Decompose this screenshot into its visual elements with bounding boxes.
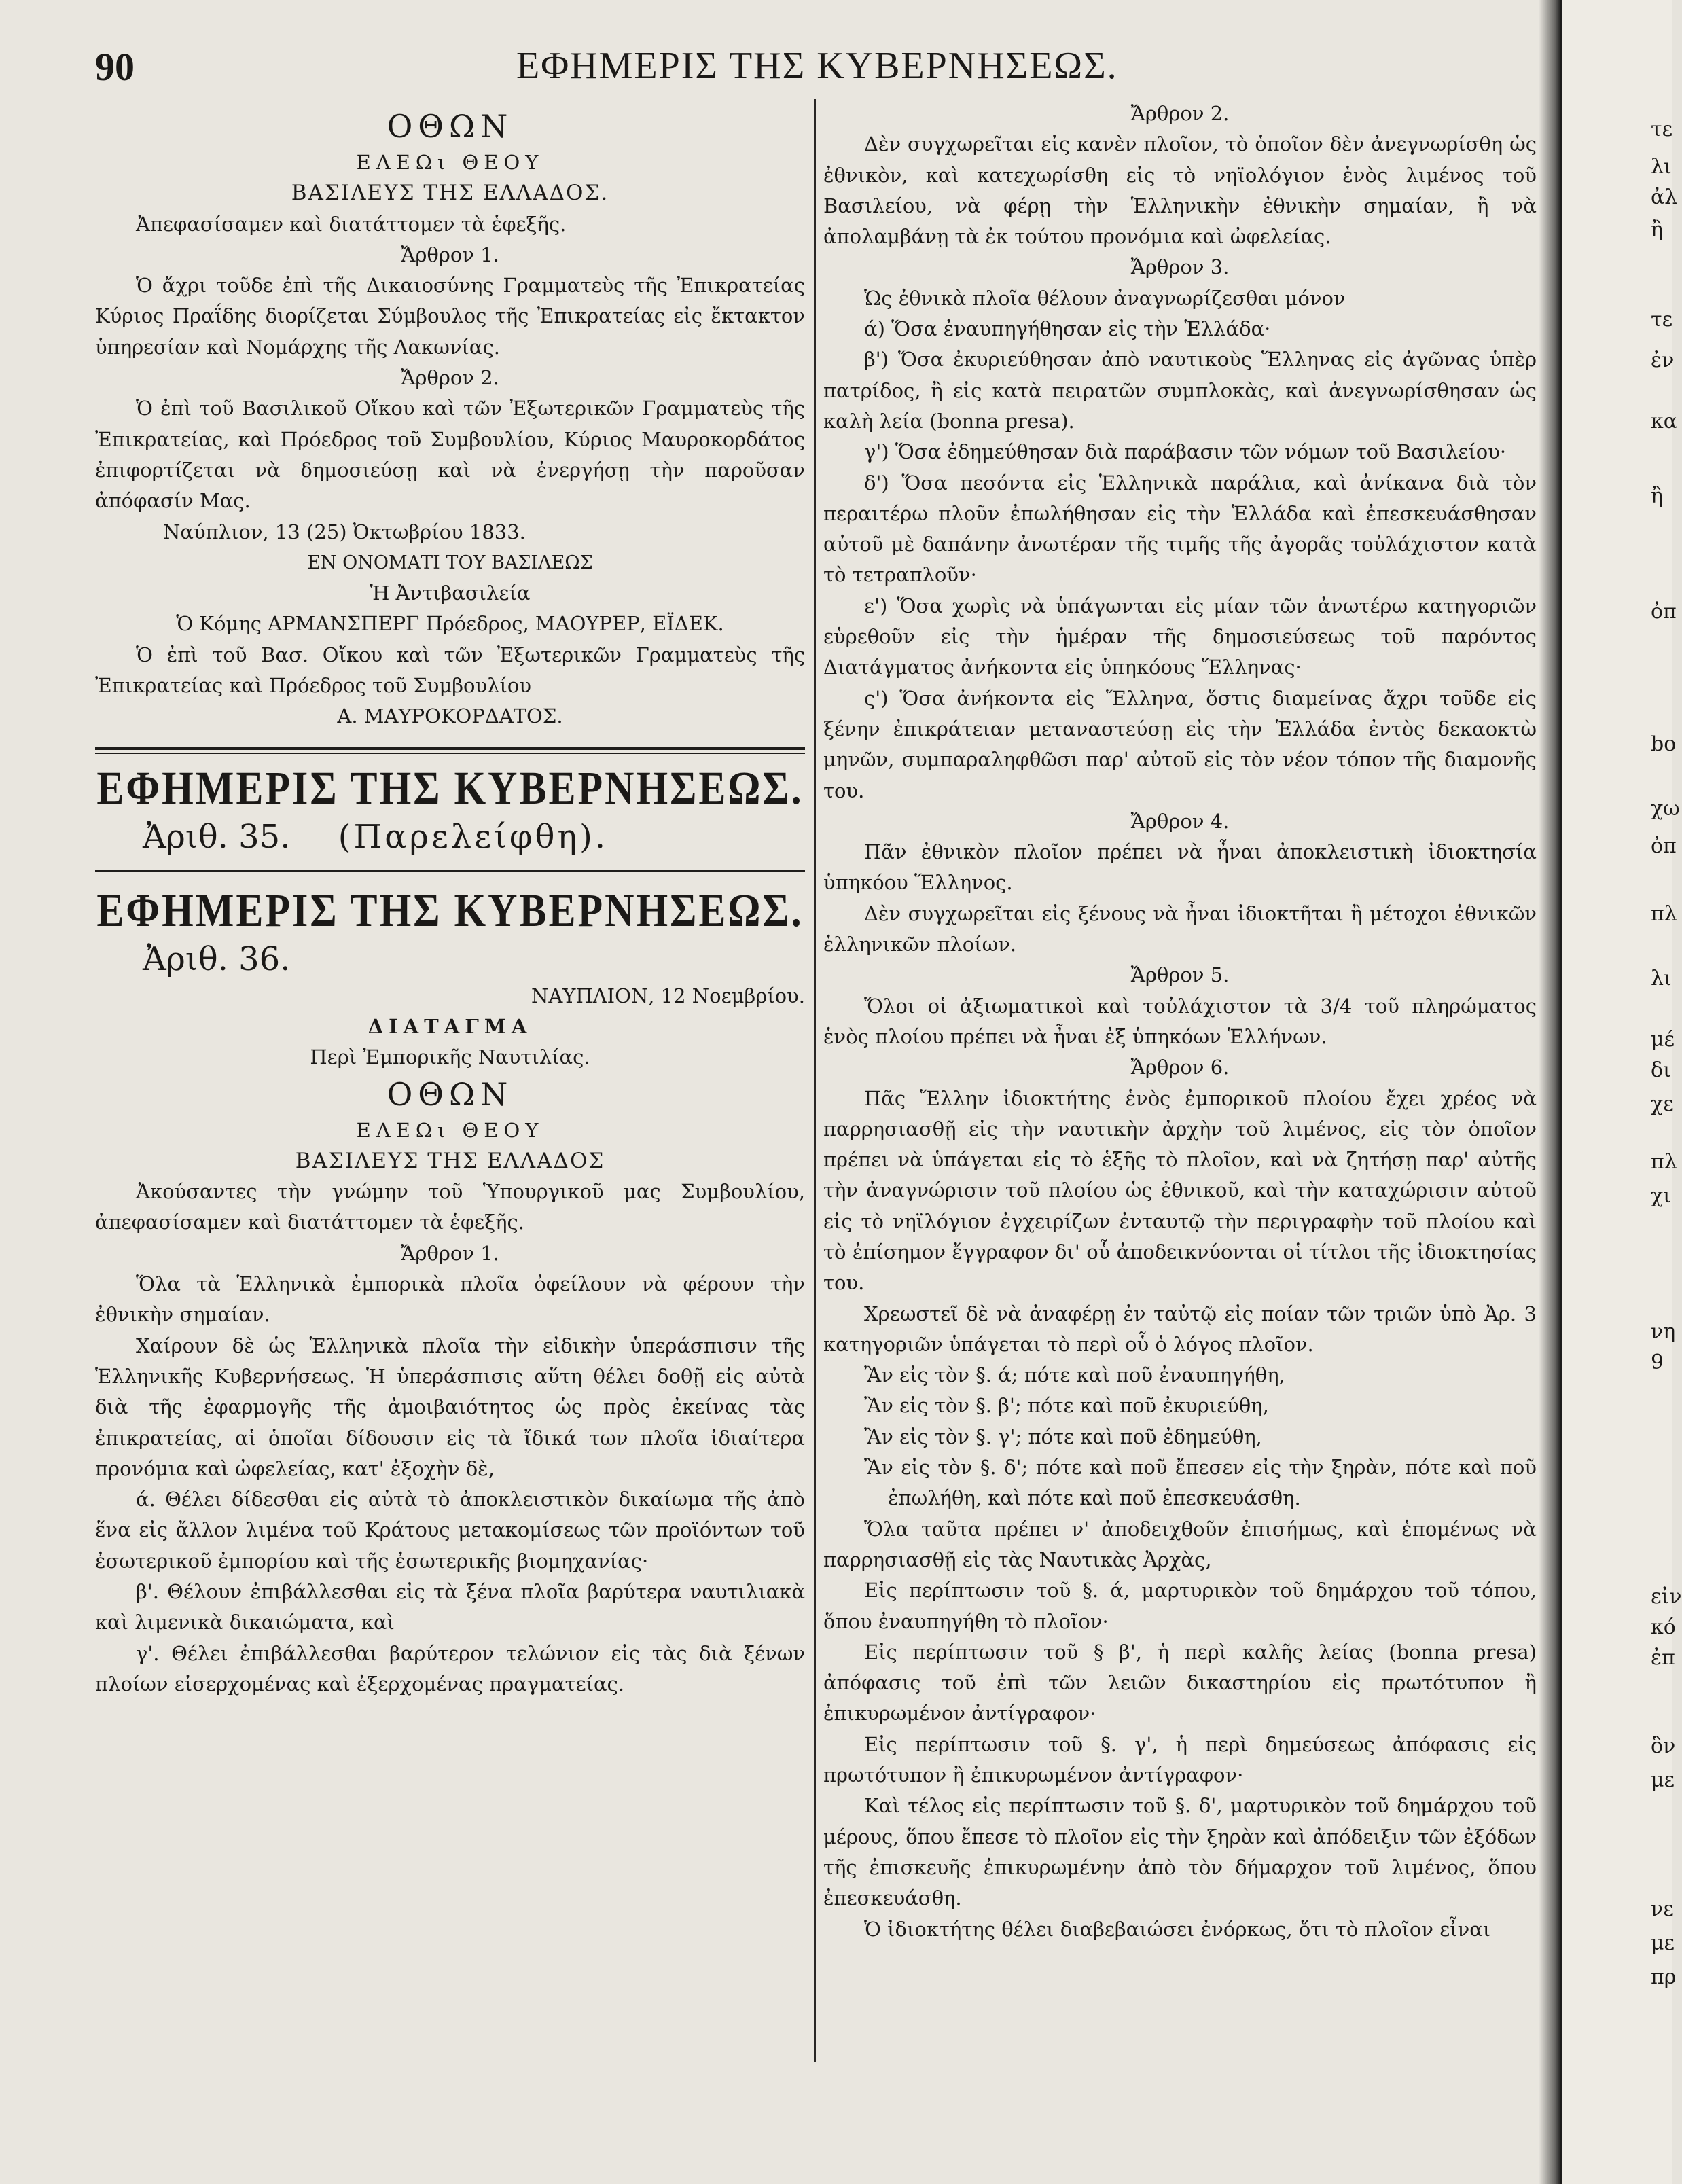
fragment: νη	[1651, 1320, 1676, 1344]
article-heading: Ἄρθρον 3.	[1130, 255, 1230, 279]
fragment: νε	[1651, 1897, 1674, 1921]
fragment: εἰν	[1651, 1585, 1682, 1609]
article-text: Εἰς περίπτωσιν τοῦ §. ά, μαρτυρικὸν τοῦ δημάρχου τοῦ τόπου, ὅπου ἐναυπηγήθη τὸ πλοῖον·	[823, 1579, 1537, 1633]
article-clause: δ') Ὅσα πεσόντα εἰς Ἑλληνικὰ παράλια, καὶ ἀνίκανα διὰ τὸν περαιτέρω πλοῦν ἐπωλήθησαν εἰς τὴν Ἑλλάδα καὶ ἐπεσκευάσθησαν αὐτοῦ μὲ δαπάνην ἀνωτέραν τῆς τιμῆς τῆς ἀγορᾶς τοὐλάχιστον κατὰ τὸ τετραπλοῦν·	[823, 471, 1537, 587]
article-list-item: Ἂν εἰς τὸν §. ά; πότε καὶ ποῦ ἐναυπηγήθη,	[864, 1363, 1285, 1387]
article-text: Πᾶν ἐθνικὸν πλοῖον πρέπει νὰ ἦναι ἀποκλειστικὴ ἰδιοκτησία ὑπηκόου Ἕλληνος.	[823, 840, 1537, 895]
article-heading: Ἄρθρον 1.	[401, 1241, 499, 1265]
decree-intro: Ἀπεφασίσαμεν καὶ διατάττομεν τὰ ἑφεξῆς.	[136, 212, 567, 236]
fragment: ἢ	[1651, 218, 1663, 242]
decree-label: ΔΙΑΤΑΓΜΑ	[368, 1014, 533, 1038]
article-heading: Ἄρθρον 2.	[1130, 102, 1230, 125]
date-line: Ναύπλιον, 13 (25) Ὀκτωβρίου 1833.	[163, 520, 526, 543]
article-text: Εἰς περίπτωσιν τοῦ §. γ', ἡ περὶ δημεύσεως ἀπόφασις εἰς πρωτότυπον ἢ ἐπικυρωμένον ἀντίγραφον·	[823, 1732, 1537, 1787]
left-column	[95, 99, 805, 1700]
page-number: 90	[95, 45, 135, 89]
article-heading: Ἄρθρον 1.	[401, 243, 499, 266]
article-list-item: Ἂν εἰς τὸν §. β'; πότε καὶ ποῦ ἐκυριεύθη,	[864, 1394, 1269, 1418]
countersign-role: Ὁ ἐπὶ τοῦ Βασ. Οἴκου καὶ τῶν Ἐξωτερικῶν Γραμματεὺς τῆς Ἐπικρατείας καὶ Πρόεδρος τοῦ Συμβουλίου	[95, 643, 805, 698]
countersign-name: Α. ΜΑΥΡΟΚΟΡΔΑΤΟΣ.	[337, 704, 563, 728]
article-heading: Ἄρθρον 2.	[401, 366, 499, 390]
article-text: Εἰς περίπτωσιν τοῦ § β', ἡ περὶ καλῆς λείας (bonna presa) ἀπόφασις τοῦ ἐπὶ τῶν λειῶν δικαστηρίου εἰς πρωτότυπον ἢ ἐπικυρωμένον ἀντίγραφον·	[823, 1640, 1537, 1725]
article-text: Ὅλοι οἱ ἀξιωματικοὶ καὶ τοὐλάχιστον τὰ 3/4 τοῦ πληρώματος ἑνὸς πλοίου πρέπει νὰ ἦναι ἐξ ὑπηκόων Ἑλλήνων.	[823, 994, 1537, 1048]
article-clause: ά. Θέλει δίδεσθαι εἰς αὐτὰ τὸ ἀποκλειστικὸν δικαίωμα τῆς ἀπὸ ἕνα εἰς ἄλλον λιμένα τοῦ Κράτους μετακομίσεως τῶν προϊόντων τοῦ ἐσωτερικοῦ ἐμπορίου καὶ τῆς ἐσωτερικῆς βιομηχανίας·	[95, 1488, 805, 1573]
fragment: ὀπ	[1651, 600, 1677, 624]
article-clause: β'. Θέλουν ἐπιβάλλεσθαι εἰς τὰ ξένα πλοῖα βαρύτερα ναυτιλιακὰ καὶ λιμενικὰ δικαιώματα, καὶ	[95, 1579, 805, 1634]
article-list-item: Ἂν εἰς τὸν §. δ'; πότε καὶ ποῦ ἔπεσεν εἰς τὴν ξηρὰν, πότε καὶ ποῦ ἐπωλήθη, καὶ πότε καὶ ποῦ ἐπεσκευάσθη.	[864, 1456, 1537, 1510]
fragment: με	[1651, 1768, 1675, 1792]
fragment: ἀλ	[1651, 185, 1678, 209]
fragment: ὃν	[1651, 1734, 1676, 1758]
masthead: ΕΦΗΜΕΡΙΣ ΤΗΣ ΚΥΒΕΡΝΗΣΕΩΣ.	[96, 884, 804, 936]
fragment: ὀπ	[1651, 834, 1677, 858]
sovereign-name: ΟΘΩΝ	[387, 1075, 514, 1113]
fragment: πλ	[1651, 902, 1677, 926]
fragment: πλ	[1651, 1150, 1677, 1174]
article-clause: ς') Ὅσα ἀνήκοντα εἰς Ἕλληνα, ὅστις διαμείνας ἄχρι τοῦδε εἰς ξένην ἐπικράτειαν μεταναστεύσῃ εἰς τὴν Ἑλλάδα ἐντὸς δεκαοκτὼ μηνῶν, συμπαραληφθῶσι παρ' αὐτοῦ εἰς τὸν νέον τόπον τῆς διαμονῆς του.	[823, 686, 1537, 802]
fragment: τε	[1651, 308, 1673, 332]
king-title: ΒΑΣΙΛΕΥΣ ΤΗΣ ΕΛΛΑΔΟΣ	[295, 1148, 605, 1173]
regency-title: Ἡ Ἀντιβασιλεία	[370, 581, 531, 605]
fragment: χω	[1651, 797, 1680, 821]
decree-subject: Περὶ Ἐμπορικῆς Ναυτιλίας.	[310, 1045, 590, 1069]
section-rule	[95, 747, 805, 754]
article-text: Δὲν συγχωρεῖται εἰς κανὲν πλοῖον, τὸ ὁποῖον δὲν ἀνεγνωρίσθη ὡς ἐθνικὸν, καὶ κατεχωρίσθη εἰς τὸ νηϊολόγιον ἑνὸς λιμένος τοῦ Βασιλείου, νὰ φέρῃ τὴν Ἑλληνικὴν ἐθνικὴν σημαίαν, ἢ νὰ ἀπολαμβάνῃ τὰ ἐκ τούτου προνόμια καὶ ὠφελείας.	[823, 132, 1537, 249]
article-clause: β') Ὅσα ἐκυριεύθησαν ἀπὸ ναυτικοὺς Ἕλληνας εἰς ἀγῶνας ὑπὲρ πατρίδος, ἢ εἰς κατὰ πειρατῶν συμπλοκὰς, καὶ ἀνεγνωρίσθησαν ὡς καλὴ λεία (bonna presa).	[823, 348, 1537, 433]
fragment: χι	[1651, 1184, 1671, 1208]
article-text: Χρεωστεῖ δὲ νὰ ἀναφέρῃ ἐν ταὐτῷ εἰς ποίαν τῶν τριῶν ὑπὸ Ἀρ. 3 κατηγοριῶν ὑπάγεται τὸ περὶ οὗ ὁ λόγος πλοῖον.	[823, 1302, 1537, 1356]
fragment: κα	[1651, 410, 1678, 433]
article-text: Ὡς ἐθνικὰ πλοῖα θέλουν ἀναγνωρίζεσθαι μόνον	[864, 286, 1346, 310]
article-clause: γ') Ὅσα ἐδημεύθησαν διὰ παράβασιν τῶν νόμων τοῦ Βασιλείου·	[864, 440, 1507, 464]
issue-dateline: ΝΑΥΠΛΙΟΝ, 12 Νοεμβρίου.	[531, 984, 805, 1007]
article-heading: Ἄρθρον 6.	[1130, 1056, 1230, 1079]
fragment: μέ	[1651, 1028, 1675, 1052]
article-clause: ά) Ὅσα ἐναυπηγήθησαν εἰς τὴν Ἑλλάδα·	[864, 317, 1271, 341]
article-text: Δὲν συγχωρεῖται εἰς ξένους νὰ ἦναι ἰδιοκτῆται ἢ μέτοχοι ἐθνικῶν ἑλληνικῶν πλοίων.	[823, 901, 1537, 956]
issue-note: (Παρελείφθη).	[338, 817, 609, 856]
fragment: λι	[1651, 155, 1672, 179]
article-text: Ὁ ἄχρι τοῦδε ἐπὶ τῆς Δικαιοσύνης Γραμματεὺς τῆς Ἐπικρατείας Κύριος Πραΐδης διορίζεται Σύμβουλος τῆς Ἐπικρατείας εἰς ἔκτακτον ὑπηρεσίαν καὶ Νομάρχης τῆς Λακωνίας.	[95, 274, 805, 359]
fragment: πρ	[1651, 1965, 1677, 1989]
article-text: Πᾶς Ἕλλην ἰδιοκτήτης ἑνὸς ἐμπορικοῦ πλοίου ἔχει χρέος νὰ παρρησιασθῇ εἰς τὴν ναυτικὴν ἀρχὴν τοῦ λιμένος, εἰς τὸν ὁποῖον πρέπει νὰ ὑπάγεται εἰς τὸ ἑξῆς τὸ πλοῖον, καὶ νὰ ζητήσῃ παρ' αὐτῆς τὴν ἀναγνώρισιν τοῦ πλοίου ὡς ἐθνικοῦ, καὶ τὴν καταχώρισιν αὐτοῦ εἰς τὸ νηϊλόγιον ἐγχειρίζων ἐνταυτῷ τὴν περιγραφὴν τοῦ πλοίου καὶ τὸ ἐπίσημον ἔγγραφον δι' οὗ ἀποδεικνύονται οἱ τίτλοι τῆς ἰδιοκτησίας του.	[823, 1086, 1537, 1295]
running-head	[0, 37, 1542, 92]
fragment: ἢ	[1651, 484, 1663, 508]
article-text: Χαίρουν δὲ ὡς Ἑλληνικὰ πλοῖα τὴν εἰδικὴν ὑπεράσπισιν τῆς Ἑλληνικῆς Κυβερνήσεως. Ἡ ὑπεράσπισις αὕτη θέλει δοθῇ εἰς αὐτὰ διὰ τῆς ἐφαρμογῆς τῆς ἀμοιβαιότητος ὡς πρὸς ἐκείνας τὰς ἐπικρατείας, αἱ ὁποῖαι δίδουσιν εἰς τὰ ἴδικά των πλοῖα ἰδιαίτερα προνόμια καὶ ὠφελείας, κατ' ἐξοχὴν δὲ,	[95, 1333, 805, 1480]
issue-number: Ἀριθ. 35.	[143, 817, 291, 856]
article-text: Ὁ ἰδιοκτήτης θέλει διαβεβαιώσει ἐνόρκως, ὅτι τὸ πλοῖον εἶναι	[864, 1917, 1491, 1941]
by-grace-of-god: ΕΛΕΩι ΘΕΟΥ	[356, 151, 544, 174]
fragment: με	[1651, 1931, 1675, 1955]
article-heading: Ἄρθρον 4.	[1130, 809, 1230, 833]
masthead: ΕΦΗΜΕΡΙΣ ΤΗΣ ΚΥΒΕΡΝΗΣΕΩΣ.	[96, 762, 804, 814]
fragment: ἐν	[1651, 348, 1675, 372]
article-list-item: Ἂν εἰς τὸν §. γ'; πότε καὶ ποῦ ἐδημεύθη,	[864, 1425, 1262, 1448]
by-grace-of-god: ΕΛΕΩι ΘΕΟΥ	[356, 1118, 544, 1142]
king-title: ΒΑΣΙΛΕΥΣ ΤΗΣ ΕΛΛΑΔΟΣ.	[291, 181, 609, 206]
right-column	[823, 99, 1537, 1945]
article-heading: Ἄρθρον 5.	[1130, 963, 1230, 987]
article-clause: γ'. Θέλει ἐπιβάλλεσθαι βαρύτερον τελώνιον εἰς τὰς διὰ ξένων πλοίων εἰσερχομένας καὶ ἐξερχομένας πραγματείας.	[95, 1641, 805, 1696]
fragment: δι	[1651, 1058, 1671, 1082]
section-rule	[95, 870, 805, 876]
article-text: Ὅλα τὰ Ἑλληνικὰ ἐμπορικὰ πλοῖα ὀφείλουν νὰ φέρουν τὴν ἐθνικὴν σημαίαν.	[95, 1272, 805, 1327]
in-name-of-king: ΕΝ ΟΝΟΜΑΤΙ ΤΟΥ ΒΑΣΙΛΕΩΣ	[307, 552, 593, 573]
fragment: χε	[1651, 1092, 1674, 1116]
regency-members: Ὁ Κόμης ΑΡΜΑΝΣΠΕΡΓ Πρόεδρος, ΜΑΟΥΡΕΡ, ΕΪΔΕΚ.	[176, 612, 724, 636]
issue-number: Ἀριθ. 36.	[143, 939, 291, 978]
article-text: Ὅλα ταῦτα πρέπει ν' ἀποδειχθοῦν ἐπισήμως, καὶ ἑπομένως νὰ παρρησιασθῇ εἰς τὰς Ναυτικὰς Ἀρχὰς,	[823, 1517, 1537, 1571]
sovereign-name: ΟΘΩΝ	[387, 108, 514, 145]
fragment: ἐπ	[1651, 1646, 1675, 1670]
column-rule	[814, 99, 816, 2062]
article-text: Καὶ τέλος εἰς περίπτωσιν τοῦ §. δ', μαρτυρικὸν τοῦ δημάρχου τοῦ μέρους, ὅπου ἔπεσε τὸ πλοῖον εἰς τὴν ξηρὰν καὶ ἀπόδειξιν τῶν ἐξόδων τῆς ἐπισκευῆς ἐπικυρωμένην ἀπὸ τὸν δήμαρχον τοῦ λιμένος, ὅπου ἐπεσκευάσθη.	[823, 1794, 1537, 1910]
article-clause: ε') Ὅσα χωρὶς νὰ ὑπάγωνται εἰς μίαν τῶν ἀνωτέρω κατηγοριῶν εὑρεθοῦν εἰς τὴν ἡμέραν τῆς δημοσιεύσεως τοῦ παρόντος Διατάγματος ἀνήκοντα εἰς ὑπηκόους Ἕλληνας·	[823, 594, 1537, 679]
fragment: λι	[1651, 967, 1672, 990]
article-text: Ὁ ἐπὶ τοῦ Βασιλικοῦ Οἴκου καὶ τῶν Ἐξωτερικῶν Γραμματεὺς τῆς Ἐπικρατείας, καὶ Πρόεδρος τοῦ Συμβουλίου, Κύριος Μαυροκορδάτος ἐπιφορτίζεται νὰ δημοσιεύσῃ καὶ νὰ ἐνεργήσῃ τὴν παροῦσαν ἀπόφασίν Μας.	[95, 397, 805, 513]
running-title: ΕΦΗΜΕΡΙΣ ΤΗΣ ΚΥΒΕΡΝΗΣΕΩΣ.	[516, 45, 1118, 87]
fragment: bo	[1651, 732, 1677, 756]
fragment: τε	[1651, 118, 1673, 141]
decree-intro: Ἀκούσαντες τὴν γνώμην τοῦ Ὑπουργικοῦ μας Συμβουλίου, ἀπεφασίσαμεν καὶ διατάττομεν τὰ ἑφεξῆς.	[95, 1180, 805, 1234]
fragment: κό	[1651, 1615, 1676, 1639]
issue-line	[95, 815, 805, 859]
fragment: 9	[1651, 1350, 1664, 1374]
